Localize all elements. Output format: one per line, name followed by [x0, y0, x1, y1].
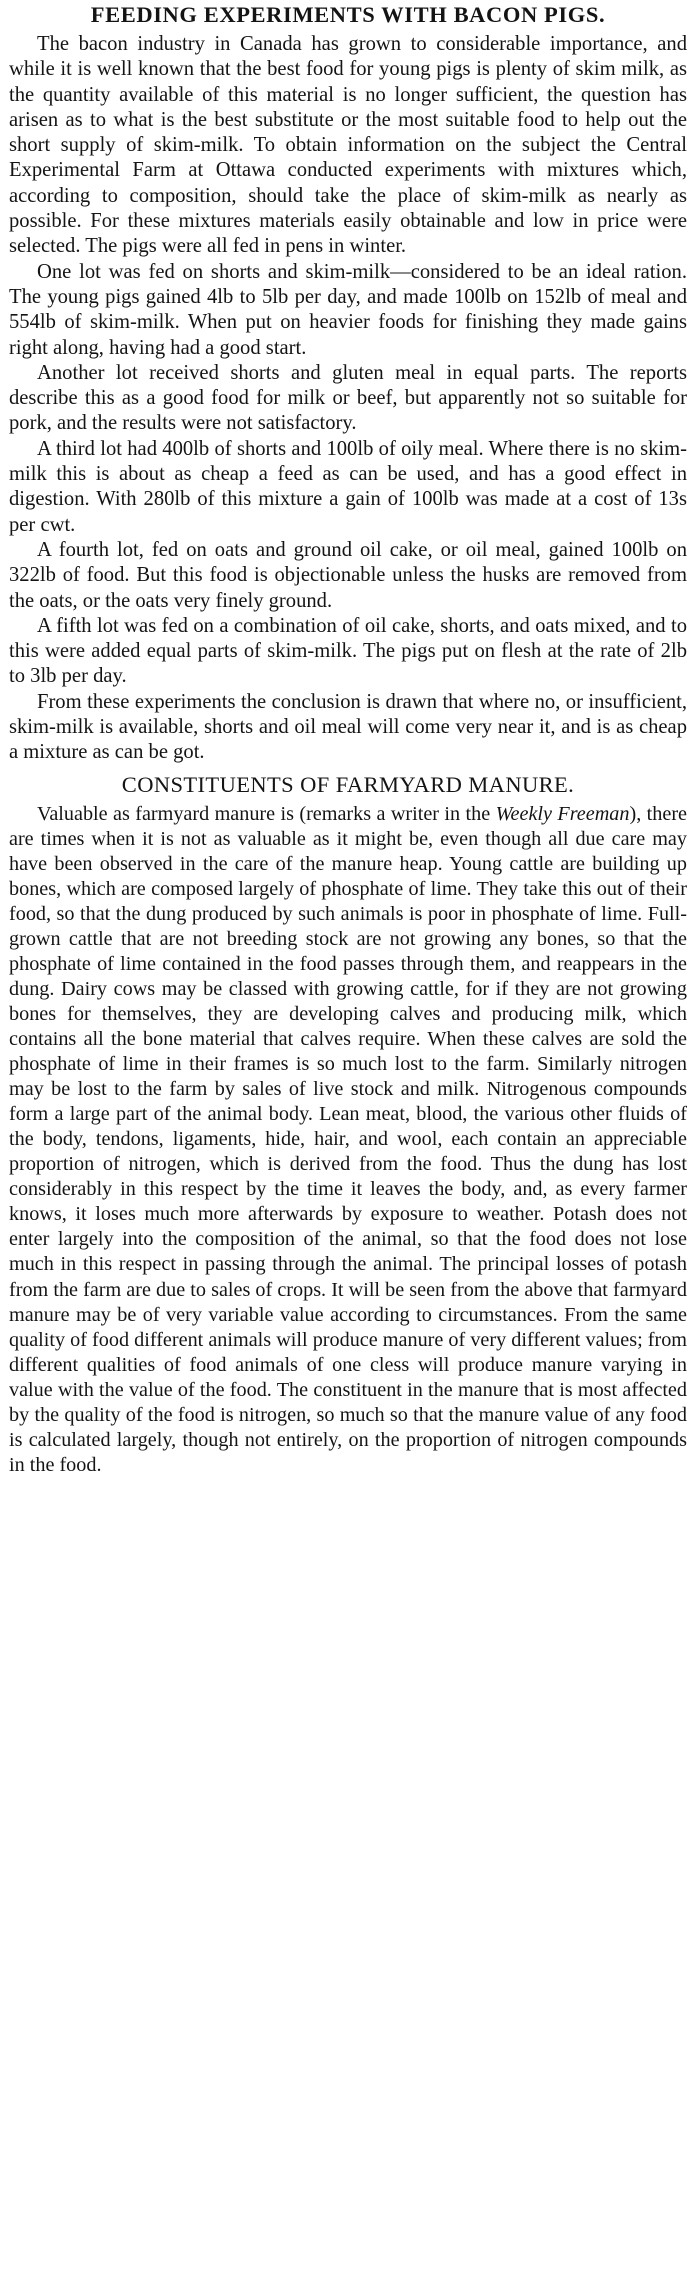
paragraph: One lot was fed on shorts and skim-milk—considered to be an ideal ration. The young pigs gained 4lb to 5lb per day, and made 100lb on 152lb of meal and 554lb of skim-milk. When put on heavier foods for finishing they made gains right along, having had a good start. — [9, 260, 687, 359]
paragraph: A third lot had 400lb of shorts and 100lb of oily meal. Where there is no skim-milk this is about as cheap a feed as can be used, and has a good effect in digestion. With 280lb of this mixture a gain of 100lb was made at a cost of 13s per cwt. — [9, 437, 687, 536]
paragraph: A fifth lot was fed on a combination of oil cake, shorts, and oats mixed, and to this were added equal parts of skim-milk. The pigs put on flesh at the rate of 2lb to 3lb per day. — [9, 614, 687, 688]
lead-text: Valuable as farmyard manure is (remarks a writer in the — [37, 802, 496, 825]
paragraph: Another lot received shorts and gluten meal in equal parts. The reports describe this as a good food for milk or beef, but apparently not so suitable for pork, and the results were not satisfactory. — [9, 361, 687, 435]
body-text: ), there are times when it is not as valuable as it might be, even though all due care may have been observed in the care of the manure heap. Young cattle are building up bones, which are composed largely of phosphate of lime. They take this out of their food, so that the dung produced by such animals is poor in phosphate of lime. Full-grown cattle that are not breeding stock are not growing any bones, so that the phosphate of lime contained in the food passes through them, and reappears in the dung. Dairy cows may be classed with growing cattle, for if they are not growing bones for themselves, they are developing calves and producing milk, which contains all the bone material that calves require. When these calves are sold the phosphate of lime in their frames is so much lost to the farm. Similarly nitrogen may be lost to the farm by sales of live stock and milk. Nitrogenous compounds form a large part of the animal body. Lean meat, blood, the various other fluids of the body, tendons, ligaments, hide, hair, and wool, each contain an appreciable proportion of nitrogen, which is derived from the food. Thus the dung has lost considerably in this respect by the time it leaves the body, and, as every farmer knows, it loses much more afterwards by exposure to weather. Potash does not enter largely into the composition of the animal, so that the food does not lose much in this respect in passing through the animal. The principal losses of potash from the farm are due to sales of crops. It will be seen from the above that farmyard manure may be of very variable value according to circumstances. From the same quality of food different animals will produce manure of very different values; from different qualities of food animals of one cless will produce manure varying in value with the value of the food. The constituent in the manure that is most affected by the quality of the food is nitrogen, so much so that the manure value of any food is calculated largely, though not entirely, on the proportion of nitrogen compounds in the food. — [9, 802, 688, 1476]
article-title: CONSTITUENTS OF FARMYARD MANURE. — [121, 771, 575, 797]
newspaper-page — [0, 2, 700, 2280]
paragraph: From these experiments the conclusion is drawn that where no, or insufficient, skim-milk is available, shorts and oil meal will come very near it, and is as cheap a mixture as can be got. — [9, 690, 687, 764]
paragraph — [9, 802, 687, 1478]
article-bacon-pigs — [9, 2, 687, 766]
article-farmyard-manure — [9, 772, 687, 1478]
article-title: FEEDING EXPERIMENTS WITH BACON PIGS. — [90, 2, 606, 27]
publication-name: Weekly Freeman — [495, 802, 630, 825]
paragraph: The bacon industry in Canada has grown to considerable importance, and while it is well known that the best food for young pigs is plenty of skim milk, as the quantity available of this material is no longer sufficient, the question has arisen as to what is the best substitute or the most suitable food to help out the short supply of skim-milk. To obtain information on the subject the Central Experimental Farm at Ottawa conducted experiments with mixtures which, according to composition, should take the place of skim-milk as nearly as possible. For these mixtures materials easily obtainable and low in price were selected. The pigs were all fed in pens in winter. — [9, 33, 687, 258]
paragraph: A fourth lot, fed on oats and ground oil cake, or oil meal, gained 100lb on 322lb of food. But this food is objectionable unless the husks are removed from the oats, or the oats very finely ground. — [9, 538, 687, 612]
